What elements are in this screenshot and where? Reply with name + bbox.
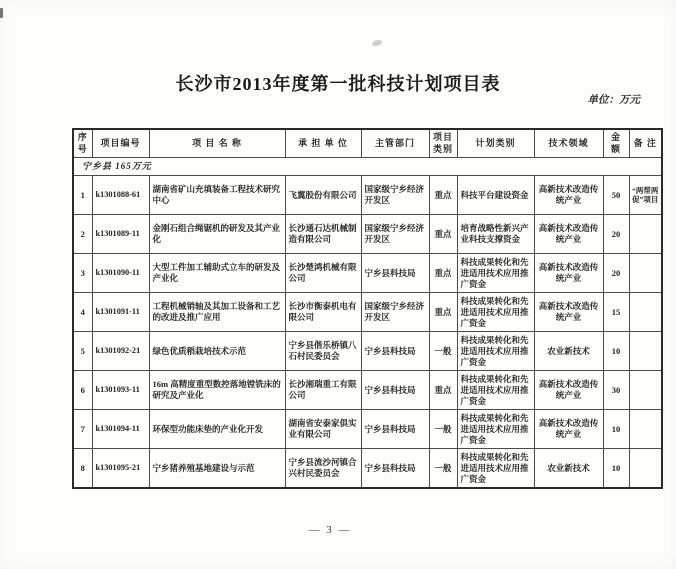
cell-plan: 培育战略性新兴产业科技支撑资金 [457, 215, 534, 254]
col-header-plan: 计划类别 [457, 129, 534, 158]
cell-seq: 2 [73, 215, 92, 254]
cell-unit: 长沙通石达机械制造有限公司 [285, 215, 361, 254]
group-row-label: 宁乡县 165万元 [73, 158, 662, 176]
col-header-category: 项目类别 [429, 129, 457, 158]
cell-name: 工程机械销轴及其加工设备和工艺的改进及推广应用 [149, 293, 285, 332]
table-row [73, 254, 662, 293]
cell-name: 绿色优质稻栽培技术示范 [149, 332, 285, 371]
cell-seq: 1 [73, 176, 92, 215]
table-row [73, 449, 662, 489]
cell-unit: 飞翼股份有限公司 [285, 176, 361, 215]
page-title: 长沙市2013年度第一批科技计划项目表 [175, 74, 501, 94]
cell-dept: 宁乡县科技局 [361, 410, 429, 449]
cell-name: 金刚石组合绳锯机的研发及其产业化 [149, 215, 285, 254]
cell-unit: 长沙楚鸿机械有限公司 [285, 254, 361, 293]
cell-code: k1301092-21 [92, 332, 149, 371]
cell-dept: 宁乡县科技局 [361, 332, 429, 371]
col-header-dept: 主管部门 [361, 129, 429, 158]
cell-amount: 50 [603, 176, 629, 215]
cell-code: k1301093-11 [92, 371, 149, 410]
cell-category: 重点 [429, 293, 457, 332]
col-header-field: 技术领域 [534, 129, 603, 158]
cell-category: 重点 [429, 215, 457, 254]
cell-note [629, 410, 662, 449]
cell-name: 大型工件加工辅助式立车的研发及产业化 [149, 254, 285, 293]
cell-field: 高新技术改造传统产业 [534, 293, 603, 332]
cell-note [629, 332, 662, 371]
cell-code: k1301090-11 [92, 254, 149, 293]
cell-amount: 20 [603, 215, 629, 254]
cell-amount: 20 [603, 254, 629, 293]
table-row [73, 215, 662, 254]
cell-category: 重点 [429, 254, 457, 293]
page-number: — 3 — [308, 524, 352, 536]
cell-dept: 国家级宁乡经济开发区 [361, 293, 429, 332]
cell-seq: 5 [73, 332, 92, 371]
cell-field: 高新技术改造传统产业 [534, 215, 603, 254]
col-header-seq: 序号 [73, 129, 92, 158]
col-header-name: 项 目 名 称 [149, 129, 285, 158]
scan-smudge [371, 39, 382, 47]
table-row [73, 410, 662, 449]
table-row [73, 293, 662, 332]
cell-field: 高新技术改造传统产业 [534, 371, 603, 410]
cell-code: k1301091-11 [92, 293, 149, 332]
cell-note [629, 254, 662, 293]
cell-name: 宁乡猪养殖基地建设与示范 [149, 449, 285, 489]
cell-field: 高新技术改造传统产业 [534, 254, 603, 293]
cell-code: k1301095-21 [92, 449, 149, 489]
cell-field: 高新技术改造传统产业 [534, 410, 603, 449]
cell-dept: 国家级宁乡经济开发区 [361, 176, 429, 215]
cell-seq: 4 [73, 293, 92, 332]
cell-category: 一般 [429, 332, 457, 371]
cell-unit: 长沙湘瑞重工有限公司 [285, 371, 361, 410]
cell-dept: 国家级宁乡经济开发区 [361, 215, 429, 254]
cell-amount: 30 [603, 371, 629, 410]
projects-table [72, 128, 663, 489]
cell-note [629, 215, 662, 254]
cell-name: 湖南省矿山充填装备工程技术研究中心 [149, 176, 285, 215]
cell-field: 农业新技术 [534, 449, 603, 489]
table-row [73, 371, 662, 410]
cell-unit: 宁乡县流沙河镇合兴村民委员会 [285, 449, 361, 489]
cell-code: k1301094-11 [92, 410, 149, 449]
cell-dept: 宁乡县科技局 [361, 254, 429, 293]
cell-amount: 10 [603, 410, 629, 449]
col-header-note: 备 注 [629, 129, 662, 158]
cell-unit: 宁乡县偕乐桥镇八石村民委员会 [285, 332, 361, 371]
cell-plan: 科技成果转化和先进适用技术应用推广资金 [457, 254, 534, 293]
col-header-amount: 金额 [603, 129, 629, 158]
cell-note [629, 293, 662, 332]
cell-category: 一般 [429, 410, 457, 449]
cell-code: k1301089-11 [92, 215, 149, 254]
cell-plan: 科技成果转化和先进适用技术应用推广资金 [457, 293, 534, 332]
cell-plan: 科技成果转化和先进适用技术应用推广资金 [457, 449, 534, 489]
cell-note [629, 371, 662, 410]
cell-name: 16m 高精度重型数控落地镗铣床的研究及产业化 [149, 371, 285, 410]
group-row [73, 158, 662, 176]
cell-seq: 7 [73, 410, 92, 449]
cell-name: 环保型功能床垫的产业化开发 [149, 410, 285, 449]
cell-plan: 科技平台建设资金 [457, 176, 534, 215]
cell-category: 重点 [429, 176, 457, 215]
cell-amount: 10 [603, 449, 629, 489]
cell-dept: 宁乡县科技局 [361, 371, 429, 410]
unit-note: 单位：万元 [587, 95, 640, 106]
header-row [73, 129, 662, 158]
cell-code: k1301088-61 [92, 176, 149, 215]
cell-dept: 宁乡县科技局 [361, 449, 429, 489]
cell-category: 重点 [429, 371, 457, 410]
col-header-unit: 承 担 单 位 [285, 129, 361, 158]
cell-plan: 科技成果转化和先进适用技术应用推广资金 [457, 332, 534, 371]
cell-unit: 长沙市衡泰机电有限公司 [285, 293, 361, 332]
cell-note [629, 449, 662, 489]
col-header-code: 项目编号 [92, 129, 149, 158]
cell-seq: 3 [73, 254, 92, 293]
cell-unit: 湖南省安泰家俱实业有限公司 [285, 410, 361, 449]
cell-note: “两帮两促”项目 [629, 176, 662, 215]
cell-amount: 10 [603, 332, 629, 371]
cell-field: 高新技术改造传统产业 [534, 176, 603, 215]
cell-seq: 6 [73, 371, 92, 410]
cell-field: 农业新技术 [534, 332, 603, 371]
cell-plan: 科技成果转化和先进适用技术应用推广资金 [457, 410, 534, 449]
cell-seq: 8 [73, 449, 92, 489]
scan-artifact-mark [0, 8, 3, 18]
cell-category: 一般 [429, 449, 457, 489]
table-row [73, 176, 662, 215]
table-row [73, 332, 662, 371]
cell-plan: 科技成果转化和先进适用技术应用推广资金 [457, 371, 534, 410]
cell-amount: 15 [603, 293, 629, 332]
